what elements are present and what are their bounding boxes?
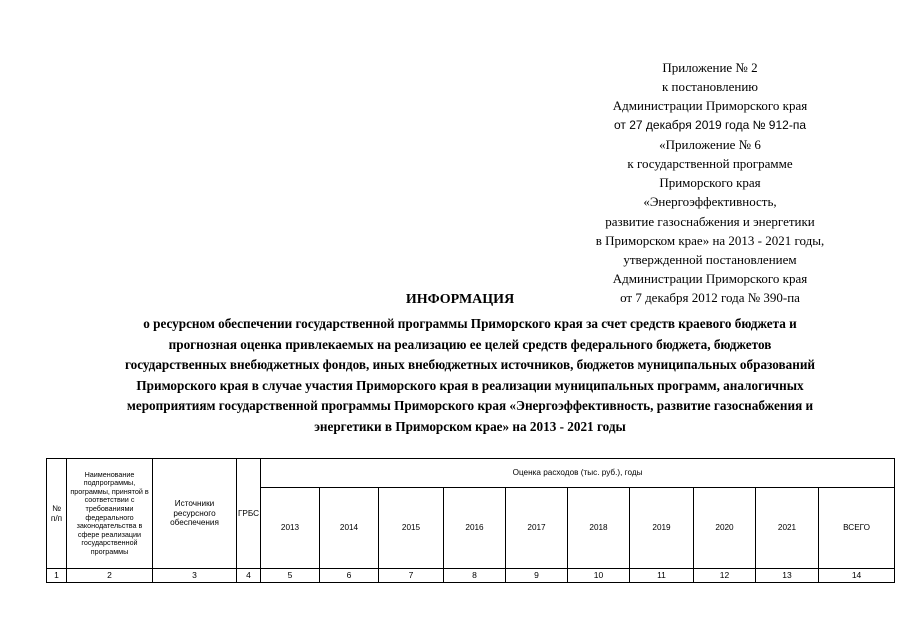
appendix-line: от 7 декабря 2012 года № 390-па	[620, 290, 800, 306]
header-year: 2016	[444, 488, 506, 569]
header-year: 2021	[756, 488, 819, 569]
appendix-line: Администрации Приморского края	[612, 98, 808, 114]
header-year: 2018	[568, 488, 630, 569]
column-number: 11	[630, 569, 694, 583]
column-number: 12	[694, 569, 756, 583]
header-year: 2013	[261, 488, 320, 569]
column-number: 13	[756, 569, 819, 583]
appendix-line: утвержденной постановлением	[623, 252, 797, 268]
appendix-line: к государственной программе	[627, 156, 793, 172]
subtitle-line: энергетики в Приморском крае» на 2013 - 2021 годы	[314, 418, 626, 434]
header-year: 2015	[379, 488, 444, 569]
column-number: 9	[506, 569, 568, 583]
subtitle-line: государственных внебюджетных фондов, иных внебюджетных источников, бюджетов муниципальных образований	[124, 357, 816, 372]
header-total: ВСЕГО	[819, 488, 895, 569]
appendix-line: «Приложение № 6	[659, 136, 761, 152]
header-program-name: Наименование подпрограммы, программы, принятой в соответствии с требованиями федерального законодательства в сфере реализации государственной программы	[67, 459, 153, 569]
column-number: 10	[568, 569, 630, 583]
column-number: 2	[67, 569, 153, 583]
appendix-line: развитие газоснабжения и энергетики	[605, 213, 815, 229]
appendix-line: в Приморском крае» на 2013 - 2021 годы,	[595, 232, 825, 248]
column-number-row	[47, 569, 895, 583]
appendix-line: Администрации Приморского края	[612, 271, 808, 287]
appendix-line: «Энергоэффективность,	[643, 194, 777, 210]
header-year: 2014	[320, 488, 379, 569]
column-number: 14	[819, 569, 895, 583]
subtitle-line: Приморского края в случае участия Приморского края в реализации муниципальных программ, аналогичных	[136, 377, 804, 393]
subtitle-line: прогнозная оценка привлекаемых на реализацию ее целей средств федерального бюджета, бюджетов	[168, 336, 772, 352]
column-number: 3	[153, 569, 237, 583]
subtitle-line: о ресурсном обеспечении государственной программы Приморского края за счет средств краевого бюджета и	[143, 316, 797, 331]
document-subtitle	[40, 314, 900, 437]
appendix-block	[560, 58, 860, 308]
header-year: 2020	[694, 488, 756, 569]
table-header-row	[47, 459, 895, 488]
column-number: 6	[320, 569, 379, 583]
column-number: 1	[47, 569, 67, 583]
header-no: № п/п	[47, 459, 67, 569]
column-number: 5	[261, 569, 320, 583]
appendix-line: Приморского края	[659, 175, 761, 191]
header-year: 2019	[630, 488, 694, 569]
header-year: 2017	[506, 488, 568, 569]
column-number: 4	[237, 569, 261, 583]
column-number: 7	[379, 569, 444, 583]
resource-table	[46, 458, 895, 583]
appendix-date-stamp: от 27 декабря 2019 года № 912-па	[614, 117, 806, 132]
header-grbs: ГРБС	[237, 459, 261, 569]
appendix-line: Приложение № 2	[662, 60, 758, 75]
column-number: 8	[444, 569, 506, 583]
header-source: Источники ресурсного обеспечения	[153, 459, 237, 569]
header-expense-estimate: Оценка расходов (тыс. руб.), годы	[261, 459, 895, 488]
appendix-line: к постановлению	[661, 79, 759, 95]
document-title: ИНФОРМАЦИЯ	[405, 292, 515, 307]
subtitle-line: мероприятиям государственной программы Приморского края «Энергоэффективность, развитие газоснабжения и	[126, 398, 814, 413]
